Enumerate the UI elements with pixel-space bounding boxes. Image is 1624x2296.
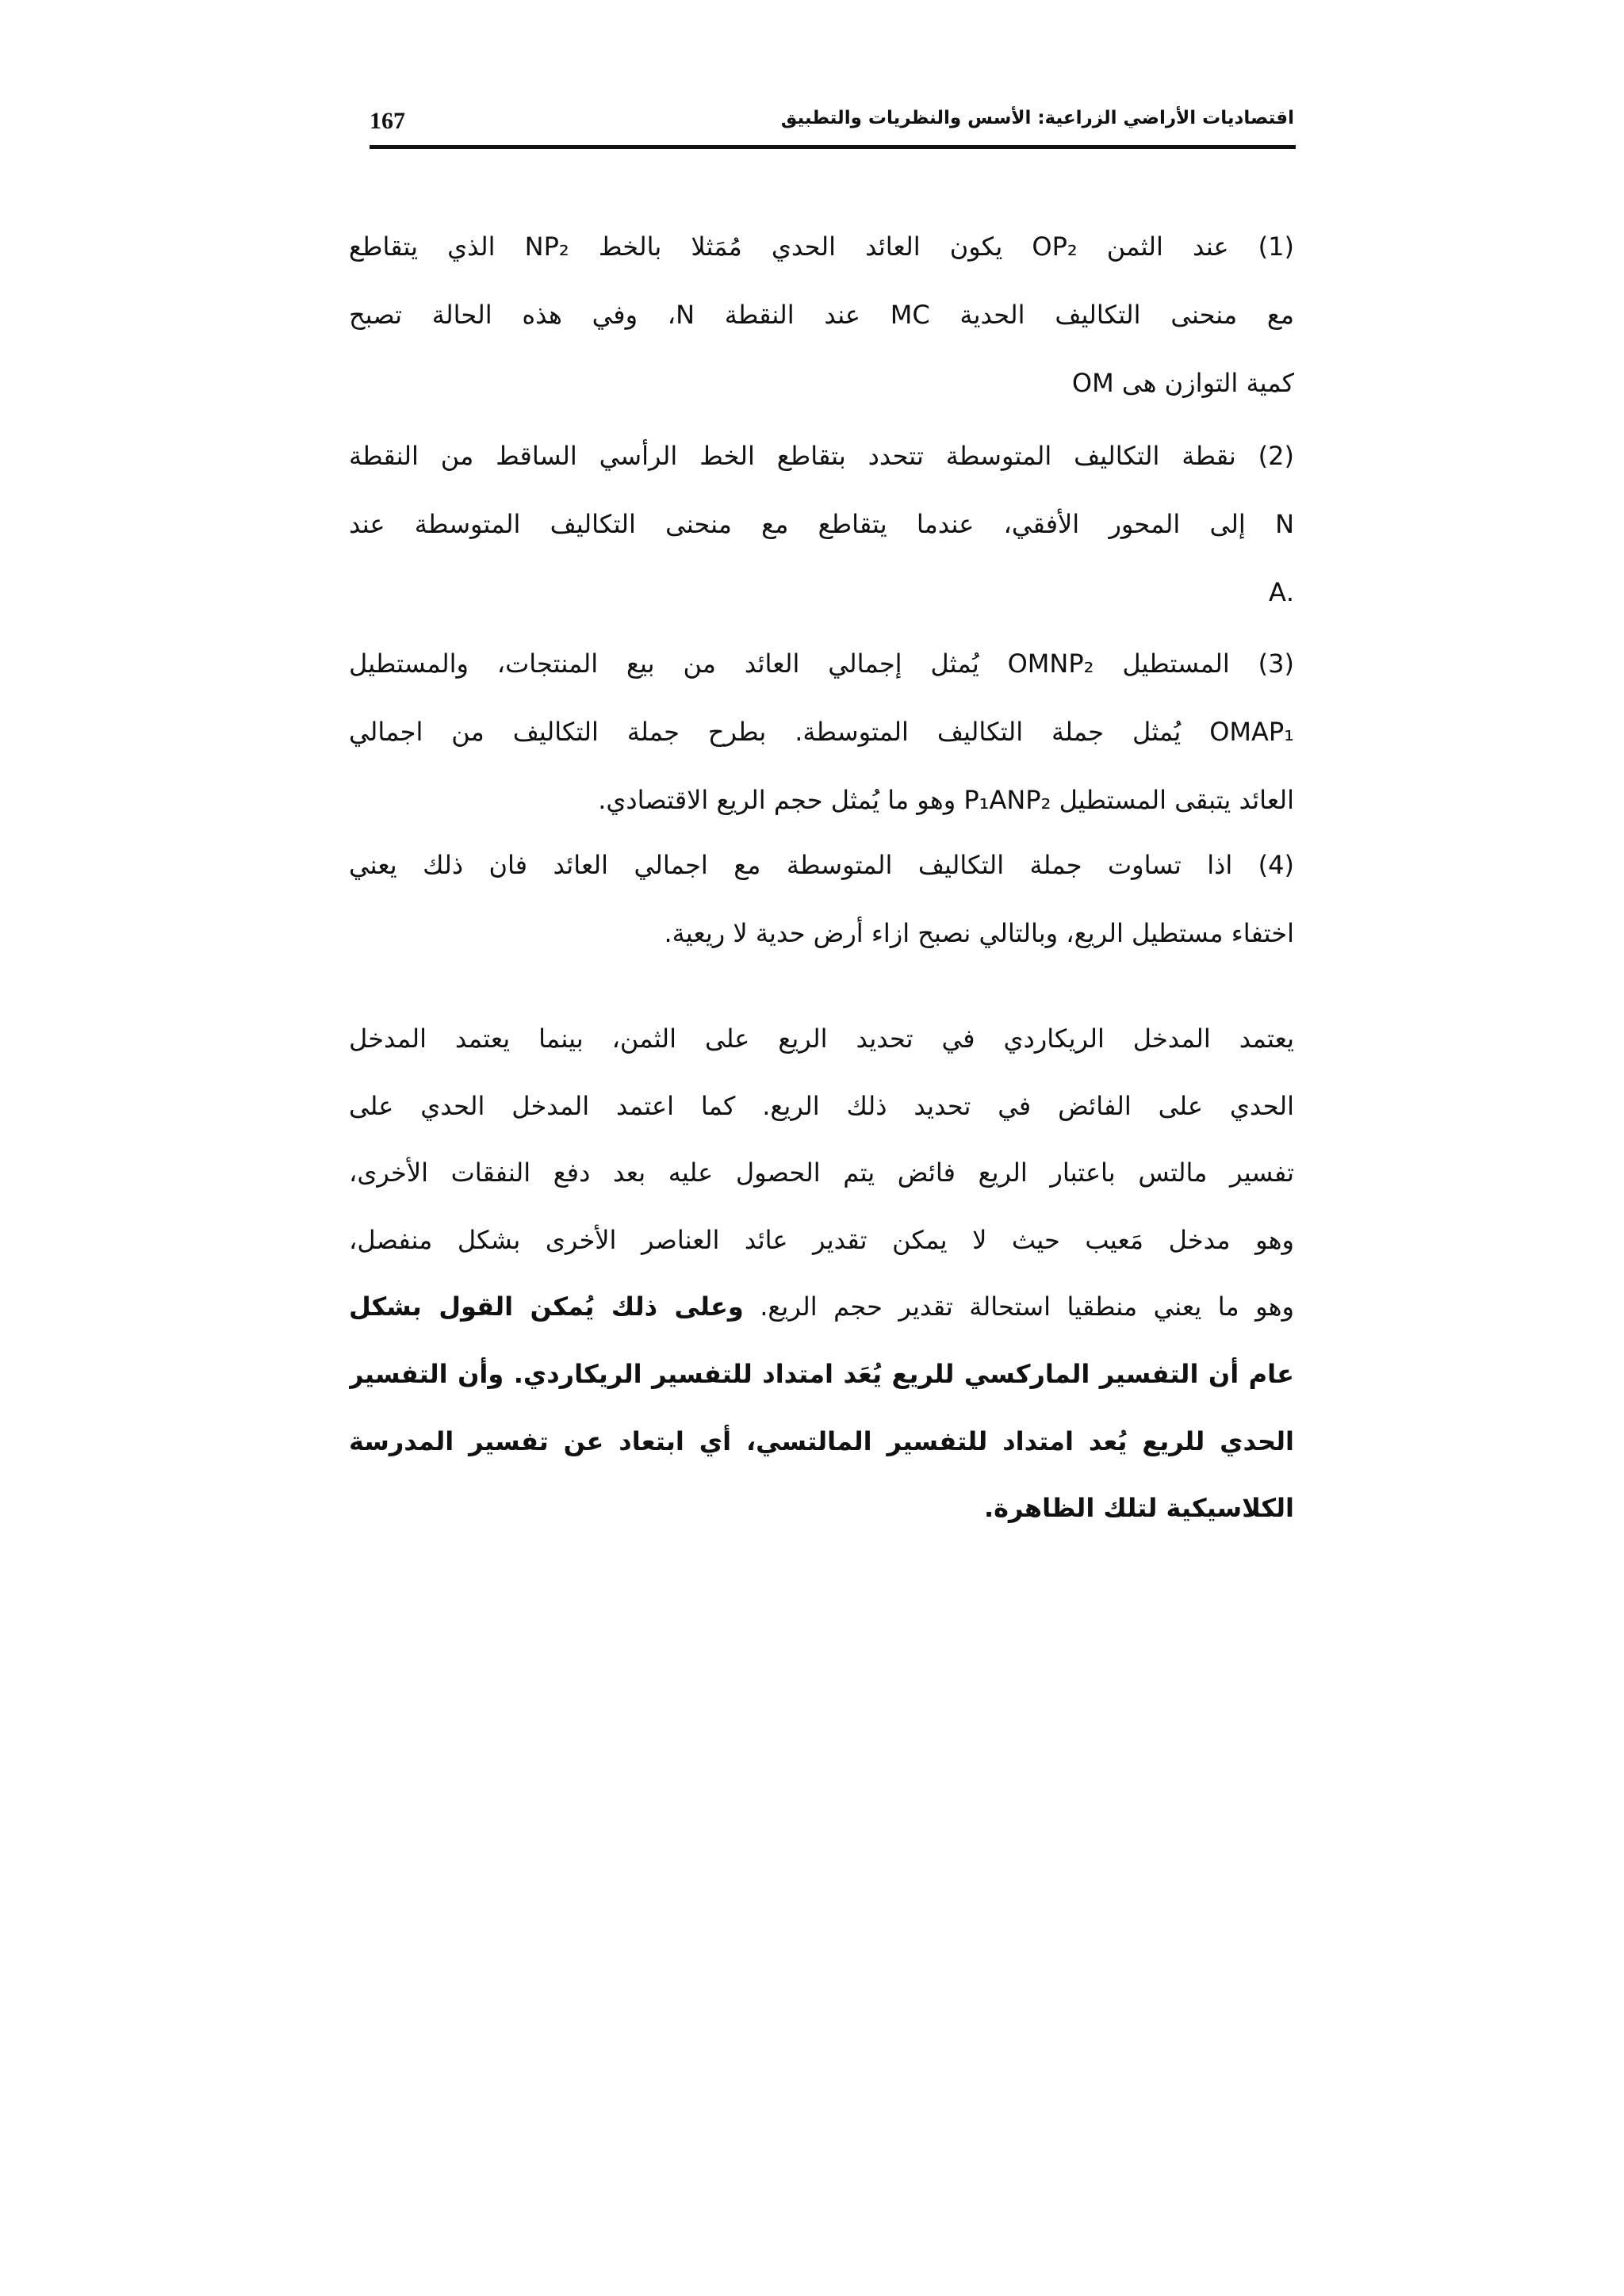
header-rule <box>370 145 1296 149</box>
paragraph-line-3: تفسير مالتس باعتبار الريع فائض يتم الحصول عليه بعد دفع النفقات الأخرى، <box>349 1158 1294 1188</box>
paragraph-line-5-normal: وهو ما يعني منطقيا استحالة تقدير حجم الريع. <box>743 1292 1294 1322</box>
list-item-4-line-1: (4) اذا تساوت جملة التكاليف المتوسطة مع اجمالي العائد فان ذلك يعني <box>349 850 1294 880</box>
paragraph-line-2: الحدي على الفائض في تحديد ذلك الريع. كما اعتمد المدخل الحدي على <box>349 1090 1294 1121</box>
list-item-1-line-1: (1) عند الثمن OP₂ يكون العائد الحدي مُمَثلا بالخط NP₂ الذي يتقاطع <box>349 232 1294 262</box>
list-item-3-line-3: العائد يتبقى المستطيل P₁ANP₂ وهو ما يُمثل حجم الريع الاقتصادي. <box>598 785 1294 815</box>
paragraph-line-1: يعتمد المدخل الريكاردي في تحديد الريع على الثمن، بينما يعتمد المدخل <box>349 1024 1294 1054</box>
list-item-1 <box>349 212 1294 417</box>
paragraph-line-5 <box>349 1273 1294 1341</box>
paragraph-line-8: الكلاسيكية لتلك الظاهرة. <box>983 1493 1294 1524</box>
list-item-1-line-2: مع منحنى التكاليف الحدية MC عند النقطة N، وفي هذه الحالة تصبح <box>349 300 1294 330</box>
list-item-3 <box>349 629 1294 834</box>
paragraph-line-7: الحدي للريع يُعد امتداد للتفسير المالتسي، أي ابتعاد عن تفسير المدرسة <box>349 1425 1294 1456</box>
paragraph-line-5-bold: وعلى ذلك يُمكن القول بشكل <box>349 1292 744 1322</box>
numbered-list <box>349 212 1294 969</box>
paragraph-line-6: عام أن التفسير الماركسي للريع يُعَد امتداد للتفسير الريكاردي. وأن التفسير <box>349 1358 1294 1389</box>
list-item-1-line-3: كمية التوازن هى OM <box>1071 368 1294 398</box>
list-item-2 <box>349 422 1294 626</box>
list-item-2-line-3: .A <box>1268 577 1294 607</box>
list-item-2-line-2: N إلى المحور الأفقي، عندما يتقاطع مع منحنى التكاليف المتوسطة عند <box>349 509 1294 539</box>
list-item-3-line-2: OMAP₁ يُمثل جملة التكاليف المتوسطة. بطرح جملة التكاليف من اجمالي <box>349 717 1294 747</box>
paragraph <box>349 1005 1294 1542</box>
page-header <box>370 103 1294 147</box>
list-item-4-line-2: اختفاء مستطيل الريع، وبالتالي نصبح ازاء أرض حدية لا ريعية. <box>664 918 1294 948</box>
body-paragraph <box>349 1005 1294 1542</box>
list-item-4 <box>349 831 1294 967</box>
list-item-2-line-1: (2) نقطة التكاليف المتوسطة تتحدد بتقاطع الخط الرأسي الساقط من النقطة <box>349 441 1294 471</box>
paragraph-line-4: وهو مدخل مَعيب حيث لا يمكن تقدير عائد العناصر الأخرى بشكل منفصل، <box>349 1224 1294 1255</box>
list-item-3-line-1: (3) المستطيل OMNP₂ يُمثل إجمالي العائد من بيع المنتجات، والمستطيل <box>349 649 1294 679</box>
page-number: 167 <box>370 108 405 134</box>
running-title: اقتصاديات الأراضي الزراعية: الأسس والنظريات والتطبيق <box>780 108 1294 128</box>
